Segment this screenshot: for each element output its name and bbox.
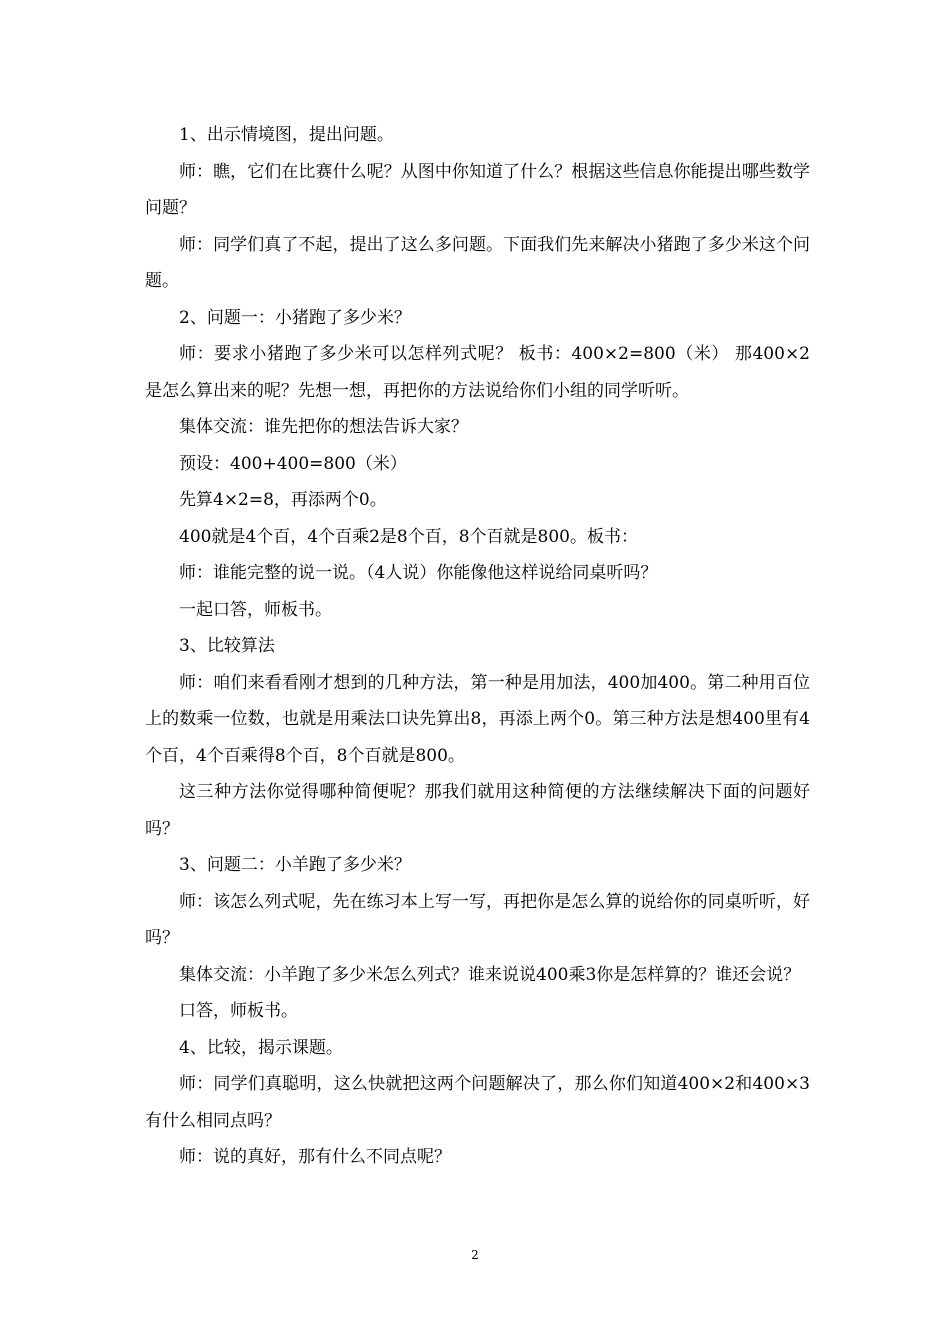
paragraph: 2、问题一：小猪跑了多少米？ <box>179 307 411 328</box>
paragraph: 一起口答，师板书。 <box>179 599 332 620</box>
document-body <box>145 117 810 1176</box>
paragraph: 口答，师板书。 <box>179 1001 298 1021</box>
paragraph: 4、比较，揭示课题。 <box>179 1037 343 1058</box>
paragraph: 集体交流：小羊跑了多少米怎么列式？谁来说说400乘3你是怎样算的？谁还会说？ <box>179 964 801 985</box>
paragraph: 集体交流：谁先把你的想法告诉大家？ <box>179 417 468 437</box>
paragraph: 先算4×2=8，再添两个0。 <box>179 490 387 510</box>
paragraph: 400就是4个百，4个百乘2是8个百，8个百就是800。板书： <box>179 526 638 547</box>
paragraph: 师：说的真好，那有什么不同点呢？ <box>179 1147 451 1167</box>
paragraph: 师：要求小猪跑了多少米可以怎样列式呢？ 板书：400×2=800（米） 那400×2是怎么算出来的呢？先想一想，再把你的方法说给你们小组的同学听听。 <box>145 344 810 401</box>
paragraph: 师：谁能完整的说一说。（4人说）你能像他这样说给同桌听吗？ <box>179 563 658 583</box>
paragraph: 师：同学们真聪明，这么快就把这两个问题解决了，那么你们知道400×2和400×3有什么相同点吗？ <box>145 1074 810 1131</box>
paragraph: 师：瞧，它们在比赛什么呢？从图中你知道了什么？根据这些信息你能提出哪些数学问题？ <box>145 161 810 218</box>
paragraph: 预设：400+400=800（米） <box>179 453 407 474</box>
paragraph: 师：同学们真了不起，提出了这么多问题。下面我们先来解决小猪跑了多少米这个问题。 <box>145 234 810 291</box>
paragraph: 1、出示情境图，提出问题。 <box>179 125 394 145</box>
paragraph: 3、问题二：小羊跑了多少米？ <box>179 855 411 875</box>
paragraph: 3、比较算法 <box>179 636 275 656</box>
paragraph: 这三种方法你觉得哪种简便呢？那我们就用这种简便的方法继续解决下面的问题好吗？ <box>145 782 810 839</box>
page-number: 2 <box>471 1248 479 1262</box>
paragraph: 师：该怎么列式呢，先在练习本上写一写，再把你是怎么算的说给你的同桌听听，好吗？ <box>145 891 810 948</box>
paragraph: 师：咱们来看看刚才想到的几种方法，第一种是用加法，400加400。第二种用百位上的数乘一位数，也就是用乘法口诀先算出8，再添上两个0。第三种方法是想400里有4个百，4个百乘得8个百，8个百就是800。 <box>145 672 810 766</box>
